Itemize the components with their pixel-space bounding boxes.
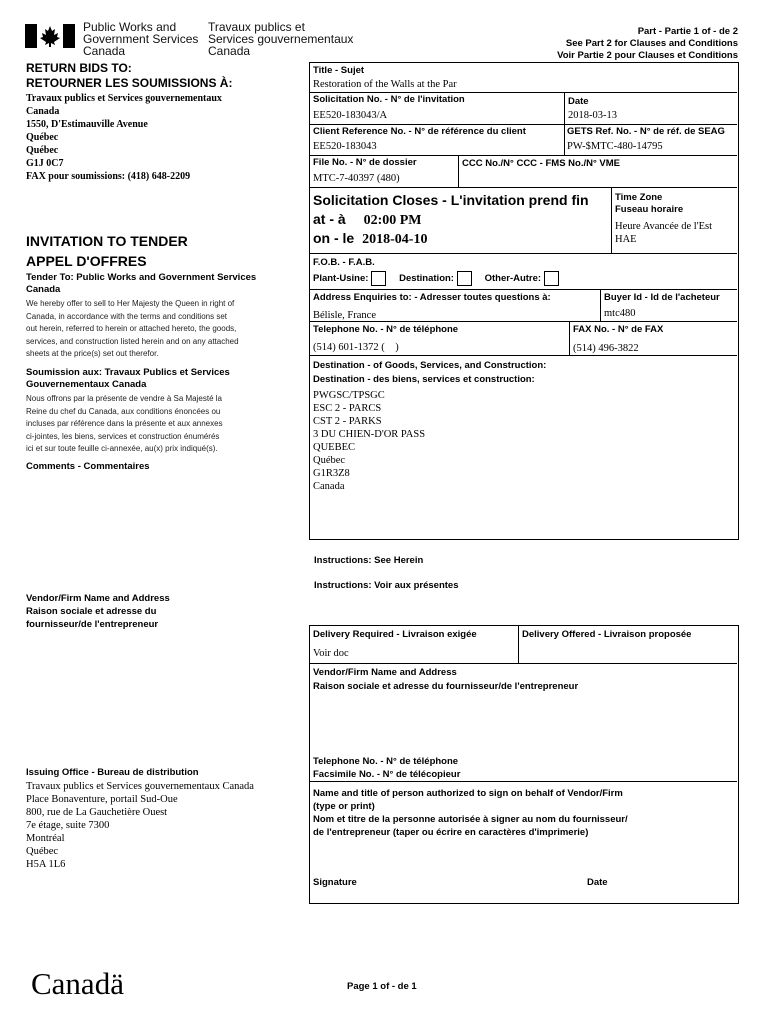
- fob-options: Plant-Usine: Destination: Other-Autre:: [313, 271, 559, 286]
- fob-label: F.O.B. - F.A.B.: [313, 257, 375, 268]
- closes-at: at - à 02:00 PM: [313, 211, 422, 228]
- return-bids-title: RETURN BIDS TO: RETOURNER LES SOUMISSIONS À:: [26, 61, 233, 90]
- client-ref-label: Client Reference No. - N° de référence du client: [313, 126, 526, 137]
- destination-checkbox[interactable]: [457, 271, 472, 286]
- instructions-fr: Instructions: Voir aux présentes: [314, 580, 459, 591]
- fax-label: FAX No. - N° de FAX: [573, 324, 664, 335]
- date-label: Date: [568, 96, 589, 107]
- title-label: Title - Sujet: [313, 65, 365, 76]
- title-value: Restoration of the Walls at the Par: [313, 79, 457, 90]
- delivery-required-label: Delivery Required - Livraison exigée: [313, 629, 477, 640]
- time-zone-value: Heure Avancée de l'Est HAE: [615, 221, 713, 245]
- tender-to: Tender To: Public Works and Government Services Canada: [26, 272, 257, 295]
- offer-text-en: We hereby offer to sell to Her Majesty the Queen in right of Canada, in accordance with the terms and conditions set out herein, referred to herein or attached hereto, the goods, services, and construction listed herein and on any attached sheets at the price(s) set out therefor.: [26, 299, 239, 358]
- closes-title: Solicitation Closes - L'invitation prend fin: [313, 192, 589, 208]
- solicitation-value: EE520-183043/A: [313, 110, 388, 121]
- vendor-name-label: Vendor/Firm Name and Address Raison sociale et adresse du fournisseur/de l'entrepreneur: [313, 667, 579, 692]
- gets-value: PW-$MTC-480-14795: [567, 141, 663, 152]
- buyer-id-label: Buyer Id - Id de l'acheteur: [604, 292, 720, 303]
- delivery-offered-label: Delivery Offered - Livraison proposée: [522, 629, 692, 640]
- closes-on: on - le 2018-04-10: [313, 230, 428, 247]
- other-checkbox[interactable]: [544, 271, 559, 286]
- issuing-office-address: Travaux publics et Services gouvernementaux Canada Place Bonaventure, portail Sud-Oue 800, rue de La Gauchetière Ouest 7e étage, suite 7300 Montréal Québec H5A 1L6: [26, 781, 254, 870]
- gets-label: GETS Ref. No. - N° de réf. de SEAG: [567, 126, 725, 137]
- part-info: Part - Partie 1 of - de 2 See Part 2 for Clauses and Conditions Voir Partie 2 pour Clauses et Conditions: [557, 26, 738, 61]
- soumission-title: Soumission aux: Travaux Publics et Services Gouvernementaux Canada: [26, 367, 230, 390]
- invitation-title: INVITATION TO TENDER APPEL D'OFFRES: [26, 233, 188, 269]
- instructions-en: Instructions: See Herein: [314, 555, 424, 566]
- signature-label: Signature: [313, 877, 357, 888]
- department-name-fr: Travaux publics et Services gouvernementaux Canada: [208, 20, 354, 58]
- plant-checkbox[interactable]: [371, 271, 386, 286]
- return-bids-address: Travaux publics et Services gouvernementaux Canada 1550, D'Estimauville Avenue Québec Québec G1J 0C7 FAX pour soumissions: (418) 648-2209: [26, 93, 222, 182]
- vendor-left-label: Vendor/Firm Name and Address Raison sociale et adresse du fournisseur/de l'entrepreneur: [26, 593, 170, 630]
- signature-date-label: Date: [587, 877, 608, 888]
- client-ref-value: EE520-183043: [313, 141, 377, 152]
- authorized-person-label: Name and title of person authorized to sign on behalf of Vendor/Firm (type or print) Nom et titre de la personne autorisée à signer au nom du fournisseur/ de l'entrepreneur (taper ou écrire en caractères d'imprimerie): [313, 788, 628, 838]
- address-enquiries-value: Bélisle, France: [313, 310, 376, 321]
- offer-text-fr: Nous offrons par la présente de vendre à Sa Majesté la Reine du chef du Canada, aux conditions énoncées ou incluses par référence dans la présente et aux annexes ci-jointes, les biens, services et construction énumérés ici et sur toute feuille ci-annexée, au(x) prix indiqué(s).: [26, 394, 223, 453]
- file-no-value: MTC-7-40397 (480): [313, 173, 400, 184]
- vendor-phone-fax-label: Telephone No. - N° de téléphone Facsimile No. - N° de télécopieur: [313, 756, 461, 780]
- delivery-required-value: Voir doc: [313, 648, 349, 659]
- issuing-office-title: Issuing Office - Bureau de distribution: [26, 767, 199, 778]
- buyer-id-value: mtc480: [604, 308, 636, 319]
- department-name-en: Public Works and Government Services Canada: [83, 20, 199, 58]
- date-value: 2018-03-13: [568, 110, 617, 121]
- destination-label: Destination - of Goods, Services, and Construction: Destination - des biens, services et construction:: [313, 360, 547, 385]
- telephone-value: (514) 601-1372 ( ): [313, 342, 399, 353]
- ccc-label: CCC No./N° CCC - FMS No./N° VME: [462, 158, 621, 169]
- comments-label: Comments - Commentaires: [26, 461, 150, 472]
- solicitation-label: Solicitation No. - N° de l'invitation: [313, 94, 465, 105]
- canada-wordmark: Canadä: [31, 966, 124, 1001]
- address-enquiries-label: Address Enquiries to: - Adresser toutes questions à:: [313, 292, 551, 303]
- destination-address: PWGSC/TPSGC ESC 2 - PARCS CST 2 - PARKS 3 DU CHIEN-D'OR PASS QUEBEC Québec G1R3Z8 Canada: [313, 390, 426, 492]
- telephone-label: Telephone No. - N° de téléphone: [313, 324, 459, 335]
- time-zone-label: Time Zone Fuseau horaire: [615, 192, 684, 215]
- fax-value: (514) 496-3822: [573, 343, 639, 354]
- page-number: Page 1 of - de 1: [347, 981, 417, 992]
- file-no-label: File No. - N° de dossier: [313, 157, 417, 168]
- canada-flag-logo: [25, 24, 75, 48]
